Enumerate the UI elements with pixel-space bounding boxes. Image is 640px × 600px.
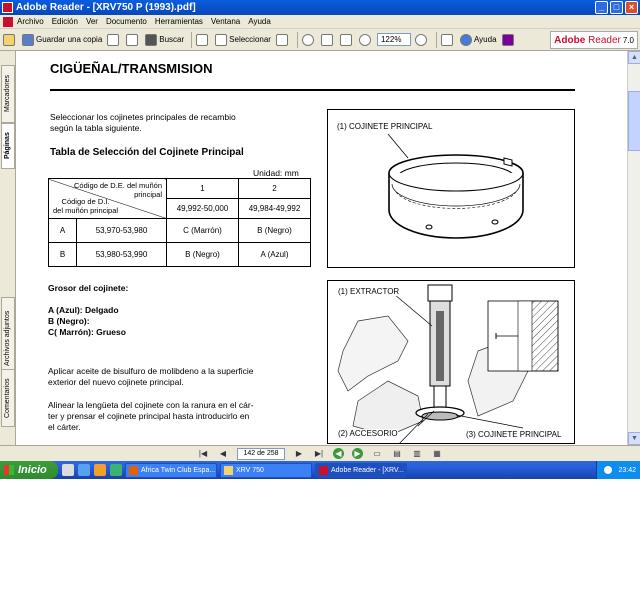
row-value-1: B (Negro) bbox=[167, 243, 239, 267]
email-icon bbox=[126, 34, 138, 46]
hand-icon bbox=[196, 34, 208, 46]
actual-size-button[interactable] bbox=[320, 32, 336, 48]
vertical-scrollbar[interactable] bbox=[627, 51, 640, 445]
intro-line-1: Seleccionar los cojinetes principales de recambio bbox=[50, 112, 236, 122]
para1-line-2: exterior del nuevo cojinete principal. bbox=[48, 377, 184, 387]
zoom-in-icon bbox=[415, 34, 427, 46]
snapshot-button[interactable] bbox=[275, 32, 291, 48]
scroll-thumb[interactable] bbox=[628, 91, 640, 151]
accessory-label: (2) ACCESORIO bbox=[338, 429, 398, 438]
maximize-button[interactable]: □ bbox=[610, 1, 623, 14]
brand-version: 7.0 bbox=[622, 35, 634, 45]
search-button[interactable] bbox=[144, 32, 185, 48]
binoculars-icon bbox=[145, 34, 157, 46]
single-page-layout-icon[interactable]: ▭ bbox=[373, 448, 381, 458]
save-icon bbox=[22, 34, 34, 46]
title-rule bbox=[50, 89, 575, 91]
extractor-label: (1) EXTRACTOR bbox=[338, 287, 400, 296]
task-adobe-label: Adobe Reader - [XRV... bbox=[331, 466, 404, 474]
brand-product: Reader bbox=[588, 34, 621, 46]
media-player-icon[interactable] bbox=[94, 464, 106, 476]
select-label: Seleccionar bbox=[229, 35, 271, 44]
messenger-icon[interactable] bbox=[110, 464, 122, 476]
zoom-input[interactable]: 122% bbox=[377, 33, 411, 46]
table-row bbox=[49, 243, 311, 267]
thickness-line-3: C( Marrón): Grueso bbox=[48, 327, 126, 337]
task-firefox[interactable] bbox=[125, 463, 217, 478]
zoom-in-button[interactable] bbox=[414, 32, 430, 48]
thickness-line-2: B (Negro): bbox=[48, 316, 90, 326]
header-od-label: Código de D.E. del muñón principal bbox=[74, 181, 162, 199]
row-id-cell bbox=[49, 219, 167, 243]
task-adobe-reader[interactable] bbox=[315, 463, 407, 478]
folder-icon bbox=[3, 34, 15, 46]
adobe-reader-icon bbox=[2, 2, 13, 13]
row-id-cell bbox=[49, 243, 167, 267]
camera-icon bbox=[276, 34, 288, 46]
zoom-tool-button[interactable] bbox=[301, 32, 317, 48]
menu-documento[interactable]: Documento bbox=[105, 17, 147, 26]
row-code: A bbox=[49, 219, 77, 242]
thickness-line-1: A (Azul): Delgado bbox=[48, 305, 119, 315]
para1-line-1: Aplicar aceite de bisulfuro de molibdeno a la superficie bbox=[48, 366, 254, 376]
email-button[interactable] bbox=[125, 32, 141, 48]
internet-explorer-icon[interactable] bbox=[78, 464, 90, 476]
search-label: Buscar bbox=[159, 35, 185, 44]
continuous-facing-layout-icon[interactable]: ▦ bbox=[433, 448, 441, 458]
figure-extractor bbox=[327, 280, 575, 444]
table-corner-header bbox=[49, 179, 167, 219]
clock: 23:42 bbox=[618, 466, 636, 474]
show-desktop-icon[interactable] bbox=[62, 464, 74, 476]
fit-page-icon bbox=[340, 34, 352, 46]
bearing-selection-table bbox=[48, 178, 311, 267]
task-folder[interactable] bbox=[220, 463, 312, 478]
menu-edicion[interactable]: Edición bbox=[51, 17, 78, 26]
tab-attachments[interactable]: Archivos adjuntos bbox=[1, 297, 15, 379]
minimize-button[interactable]: _ bbox=[595, 1, 608, 14]
start-button[interactable] bbox=[0, 461, 58, 479]
open-button[interactable] bbox=[2, 32, 18, 48]
facing-layout-icon[interactable]: ▥ bbox=[413, 448, 421, 458]
row-code: B bbox=[49, 243, 77, 266]
header-id-label: Código de D.I. del muñón principal bbox=[53, 197, 119, 215]
scroll-up-button[interactable]: ▲ bbox=[628, 51, 640, 64]
menu-bar bbox=[0, 15, 640, 29]
tab-comments[interactable]: Comentarios bbox=[1, 369, 15, 427]
figure-bearing bbox=[327, 109, 575, 268]
main-bearing-label: (3) COJINETE PRINCIPAL bbox=[466, 430, 562, 439]
yahoo-button[interactable] bbox=[501, 32, 517, 48]
figure-bearing-label: (1) COJINETE PRINCIPAL bbox=[337, 122, 433, 131]
menu-ayuda[interactable]: Ayuda bbox=[248, 17, 271, 26]
para2-line-3: el cárter. bbox=[48, 422, 81, 432]
brand-name: Adobe bbox=[554, 34, 586, 46]
hand-tool-button[interactable] bbox=[195, 32, 211, 48]
page-number-input[interactable]: 142 de 258 bbox=[237, 448, 285, 460]
next-page-button[interactable]: ▶ bbox=[295, 448, 303, 458]
last-page-button[interactable]: ▶| bbox=[314, 448, 324, 458]
document-page bbox=[17, 51, 627, 445]
adobe-reader-icon bbox=[319, 466, 328, 475]
navigation-bar bbox=[0, 445, 640, 461]
para2-line-1: Alinear la lengüeta del cojinete con la ranura en el cár- bbox=[48, 400, 254, 410]
tab-bookmarks[interactable]: Marcadores bbox=[1, 65, 15, 123]
adobe-reader-logo bbox=[550, 31, 638, 49]
scroll-down-button[interactable]: ▼ bbox=[628, 432, 640, 445]
blank-area bbox=[0, 479, 640, 600]
intro-line-2: según la tabla siguiente. bbox=[50, 123, 142, 133]
task-folder-label: XRV 750 bbox=[236, 466, 264, 474]
title-bar bbox=[0, 0, 640, 15]
select-tool-button[interactable] bbox=[214, 32, 272, 48]
zoom-out-button[interactable] bbox=[358, 32, 374, 48]
row-value-2: A (Azul) bbox=[239, 243, 311, 267]
system-tray bbox=[596, 461, 640, 479]
help-icon bbox=[460, 34, 472, 46]
toolbar-separator bbox=[297, 32, 298, 48]
menu-ventana[interactable]: Ventana bbox=[210, 17, 241, 26]
previous-page-button[interactable]: ◀ bbox=[219, 448, 227, 458]
magnifier-icon bbox=[302, 34, 314, 46]
toolbar-separator bbox=[436, 32, 437, 48]
print-icon bbox=[107, 34, 119, 46]
zoom-out-icon bbox=[359, 34, 371, 46]
folder-icon bbox=[224, 466, 233, 475]
first-page-button[interactable]: |◀ bbox=[198, 448, 208, 458]
navigation-panel bbox=[0, 51, 16, 445]
print-button[interactable] bbox=[106, 32, 122, 48]
windows-logo-icon bbox=[4, 465, 14, 475]
toolbar bbox=[0, 29, 640, 51]
tab-pages[interactable]: Páginas bbox=[1, 123, 15, 169]
toolbar-separator bbox=[191, 32, 192, 48]
page-title: CIGÜEÑAL/TRANSMISION bbox=[50, 61, 213, 76]
menu-herramientas[interactable]: Herramientas bbox=[154, 17, 203, 26]
extractor-illustration bbox=[328, 281, 574, 443]
rotate-button[interactable] bbox=[440, 32, 456, 48]
table-header-row bbox=[49, 179, 311, 199]
next-view-button[interactable]: ▶ bbox=[352, 448, 363, 459]
task-firefox-label: Africa Twin Club Espa... bbox=[141, 466, 216, 474]
col-range-1: 49,992-50,000 bbox=[167, 199, 239, 219]
save-copy-label: Guardar una copia bbox=[36, 35, 103, 44]
window-title: Adobe Reader - [XRV750 P (1993).pdf] bbox=[16, 2, 196, 13]
fit-page-button[interactable] bbox=[339, 32, 355, 48]
browser-icon bbox=[129, 466, 138, 475]
table-title: Tabla de Selección del Cojinete Principal bbox=[50, 147, 244, 158]
save-copy-button[interactable] bbox=[21, 32, 103, 48]
col-range-2: 49,984-49,992 bbox=[239, 199, 311, 219]
row-range: 53,970-53,980 bbox=[95, 226, 148, 235]
bearing-illustration bbox=[328, 110, 574, 267]
para2-line-2: ter y prensar el cojinete principal hasta introducirlo en bbox=[48, 411, 250, 421]
thickness-title: Grosor del cojinete: bbox=[48, 283, 129, 293]
row-range: 53,980-53,990 bbox=[95, 250, 148, 259]
document-menu-icon[interactable] bbox=[3, 17, 13, 27]
continuous-layout-icon[interactable]: ▤ bbox=[393, 448, 401, 458]
start-label: Inicio bbox=[18, 464, 47, 476]
text-select-icon bbox=[215, 34, 227, 46]
help-button[interactable] bbox=[459, 32, 498, 48]
actual-size-icon bbox=[321, 34, 333, 46]
previous-view-button[interactable]: ◀ bbox=[333, 448, 344, 459]
col-code-1: 1 bbox=[167, 179, 239, 199]
network-icon[interactable] bbox=[604, 466, 612, 474]
table-units: Unidad: mm bbox=[253, 168, 299, 178]
yahoo-icon bbox=[502, 34, 514, 46]
col-code-2: 2 bbox=[239, 179, 311, 199]
row-value-1: C (Marrón) bbox=[167, 219, 239, 243]
row-value-2: B (Negro) bbox=[239, 219, 311, 243]
menu-ver[interactable]: Ver bbox=[85, 17, 98, 26]
table-row bbox=[49, 219, 311, 243]
close-button[interactable]: × bbox=[625, 1, 638, 14]
rotate-icon bbox=[441, 34, 453, 46]
taskbar bbox=[0, 461, 640, 479]
help-label: Ayuda bbox=[473, 35, 497, 44]
menu-archivo[interactable]: Archivo bbox=[17, 17, 44, 26]
